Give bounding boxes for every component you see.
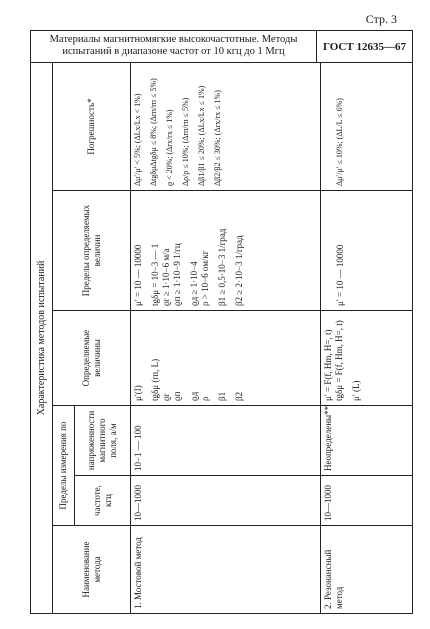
col-field-strength: напряженности магнитного поля, а/м: [75, 405, 131, 475]
row2-determined: [321, 310, 412, 405]
determined-item: ρ: [200, 396, 210, 401]
determined-item: ϱп: [172, 391, 182, 401]
col-determined: Определяемые величины: [53, 310, 131, 405]
determined-item: β1: [217, 391, 227, 401]
document-title: [31, 31, 317, 63]
rotated-table-area: [31, 63, 412, 613]
determined-item: tgδμ (rп, L): [150, 358, 160, 401]
col-measure-limits: Пределы определяемых величин: [53, 190, 131, 310]
error-item: Δβ1/β1 ≤ 20%; (ΔLх/Lх ≤ 1%): [197, 85, 206, 186]
row1-determined: [131, 310, 321, 405]
row2-errors: [321, 63, 412, 190]
col-method-name: Наименование метода: [53, 525, 131, 613]
determined-item: ϱr: [161, 393, 171, 401]
limit-item: tgδμ = 10−3 — 1: [150, 243, 160, 306]
standard-number: ГОСТ 12635—67: [317, 31, 412, 63]
determined-item: β2: [234, 391, 244, 401]
determined-item: tgδμ = F(f, Hm, H=, t): [334, 320, 344, 401]
limit-item: μ′ = 10 — 10000: [133, 244, 143, 306]
error-item: ΔtgδμΔtgδμ ≤ 8%; (Δrп/rп ≤ 5%): [149, 78, 158, 186]
row1-field: 10−1 — 100: [131, 405, 321, 475]
determined-item: μ′ (L): [351, 380, 361, 401]
limit-item: ρ > 10−6 ом/кг: [200, 250, 210, 306]
methods-table: [31, 63, 412, 613]
col-errors: Погрешность*: [53, 63, 131, 190]
table-caption: Характеристика методов испытаний: [31, 63, 53, 613]
error-item: Δμ′/μ′ ≤ 10%; (ΔL/L ≤ 6%): [335, 98, 344, 186]
page-number: Стр. 3: [365, 12, 397, 26]
error-item: ϱ < 20%; (Δrх/rх ≤ 1%): [165, 109, 174, 186]
row1-errors: [131, 63, 321, 190]
limit-item: μ′ = 10 — 10000: [335, 244, 345, 306]
determined-item: μ′(I): [133, 385, 143, 401]
document-frame: [30, 30, 413, 614]
error-item: Δρ/ρ ≤ 10%; (Δrп/rп ≤ 5%): [181, 97, 190, 186]
col-ranges-group: Пределы измерения по: [53, 405, 75, 525]
row2-field: Неопределены**: [321, 405, 412, 475]
limit-item: β2 ≥ 2·10−3 1/град: [234, 235, 244, 306]
limit-item: β1 ≥ 0,5·10−3 1/град: [217, 228, 227, 306]
error-item: Δβ2/β2 ≤ 30%; (Δrх/rх ≤ 1%): [213, 90, 222, 186]
limit-item: ϱп ≥ 1·10−9 1/гц: [172, 243, 182, 306]
determined-item: ϱд: [189, 391, 199, 401]
determined-item: μ′ = F(f, Hm, H=, t): [323, 329, 333, 401]
row1-limits: [131, 190, 321, 310]
row2-limits: [321, 190, 412, 310]
row1-frequency: 10—1000: [131, 475, 321, 525]
row2-frequency: 10—1000: [321, 475, 412, 525]
col-frequency: частоте, кгц: [75, 475, 131, 525]
title-line-1: Материалы магнитномягкие высокочастотные. Методы: [49, 34, 298, 45]
limit-item: ϱr ≥ 1·10−6 м/а: [161, 248, 171, 306]
row1-method: 1. Мостовой метод: [131, 525, 321, 613]
limit-item: ϱд ≥ 1·10−4: [189, 261, 199, 306]
error-item: Δμ′/μ′ < 5%; (ΔLх/Lх < 1%): [133, 93, 142, 186]
title-line-2: испытаний в диапазоне частот от 10 кгц до 1 Мгц: [62, 46, 285, 57]
row2-method: 2. Резонансный метод: [321, 525, 412, 613]
